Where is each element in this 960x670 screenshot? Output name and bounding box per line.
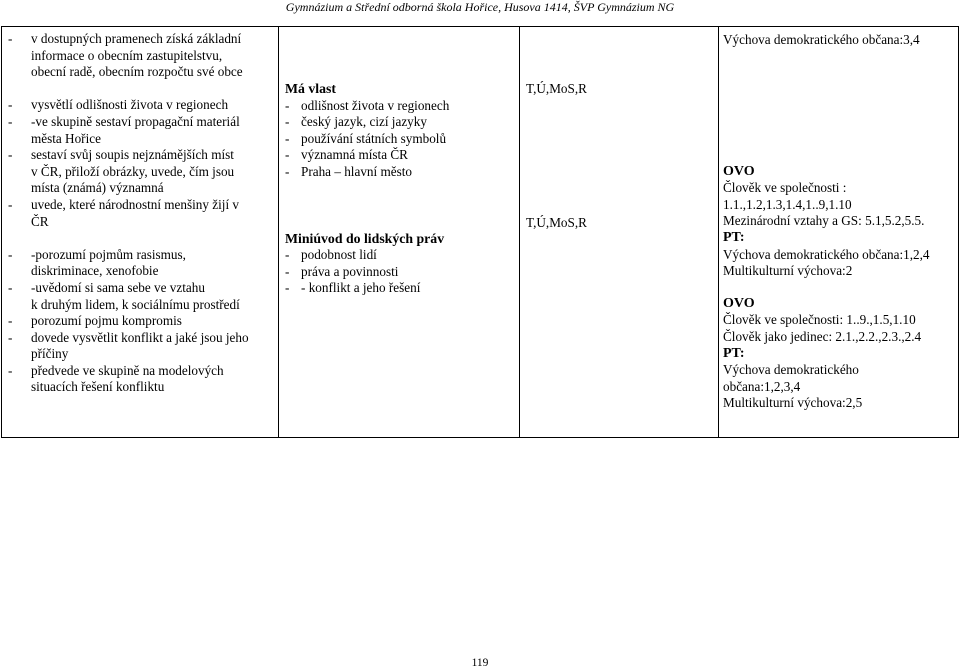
ovo-heading: OVO bbox=[723, 295, 755, 311]
outcome-text: předvede ve skupině na modelových bbox=[31, 362, 224, 378]
bullet-dash: - bbox=[8, 97, 13, 113]
topic-text: podobnost lidí bbox=[301, 247, 377, 263]
themes-cell bbox=[719, 27, 959, 438]
competencies-cell bbox=[520, 27, 719, 438]
page-header: Gymnázium a Střední odborná škola Hořice, Husova 1414, ŠVP Gymnázium NG bbox=[285, 0, 675, 14]
topic-text: český jazyk, cizí jazyky bbox=[301, 114, 427, 130]
outcome-text: -uvědomí si sama sebe ve vztahu bbox=[31, 279, 205, 295]
outcome-item bbox=[2, 147, 278, 164]
bullet-dash: - bbox=[8, 113, 13, 129]
outcome-text: k druhým lidem, k sociálnímu prostředí bbox=[31, 296, 240, 312]
topic-text: Praha – hlavní město bbox=[301, 163, 412, 179]
bullet-dash: - bbox=[8, 329, 13, 345]
topic-title: Miniúvod do lidských práv bbox=[285, 230, 445, 246]
outcome-item bbox=[2, 97, 278, 114]
outcome-item bbox=[2, 330, 278, 347]
topic-item bbox=[279, 114, 519, 131]
outcome-item-continuation bbox=[2, 64, 278, 81]
bullet-dash: - bbox=[285, 147, 290, 163]
outcome-item-continuation bbox=[2, 379, 278, 396]
outcome-item bbox=[2, 313, 278, 330]
bullet-dash: - bbox=[285, 280, 290, 296]
outcome-text: ČR bbox=[31, 213, 49, 229]
topic-item bbox=[279, 98, 519, 115]
outcome-text: vysvětlí odlišnosti života v regionech bbox=[31, 97, 229, 113]
outcome-item-continuation bbox=[2, 164, 278, 181]
topic-text: významná místa ČR bbox=[301, 147, 408, 163]
outcome-item-continuation bbox=[2, 263, 278, 280]
competency-label: T,Ú,MoS,R bbox=[526, 81, 587, 96]
bullet-dash: - bbox=[8, 246, 13, 262]
theme-line: Člověk ve společnosti : bbox=[723, 180, 847, 196]
outcome-text: uvede, které národnostní menšiny žijí v bbox=[31, 196, 240, 212]
outcome-text: místa (známá) významná bbox=[31, 180, 164, 196]
spacer bbox=[2, 81, 278, 98]
outcome-text: -ve skupině sestaví propagační materiál bbox=[31, 113, 240, 129]
bullet-dash: - bbox=[285, 130, 290, 146]
bullet-dash: - bbox=[8, 31, 13, 46]
pt-heading: PT: bbox=[723, 345, 745, 361]
topic-title: Má vlast bbox=[285, 81, 336, 96]
outcome-text: v ČR, přiloží obrázky, uvede, čím jsou bbox=[31, 163, 235, 179]
theme-line: občana:1,2,3,4 bbox=[723, 378, 801, 394]
bullet-dash: - bbox=[285, 263, 290, 279]
outcome-item bbox=[2, 197, 278, 214]
outcome-item-continuation bbox=[2, 297, 278, 314]
bullet-dash: - bbox=[285, 163, 290, 179]
pt-heading: PT: bbox=[723, 229, 745, 245]
outcome-item bbox=[2, 114, 278, 131]
topic-list bbox=[279, 98, 519, 181]
spacer bbox=[2, 230, 278, 247]
page-number: 119 bbox=[471, 657, 489, 669]
theme-line: 1.1.,1.2,1.3,1.4,1..9,1.10 bbox=[723, 196, 852, 212]
outcome-item-continuation bbox=[2, 214, 278, 231]
topic-item bbox=[279, 147, 519, 164]
outcome-item-continuation bbox=[2, 346, 278, 363]
outcome-item bbox=[2, 31, 278, 48]
outcome-text: -porozumí pojmům rasismus, bbox=[31, 246, 186, 262]
outcome-text: dovede vysvětlit konflikt a jaké jsou jeho bbox=[31, 329, 249, 345]
bullet-dash: - bbox=[285, 114, 290, 130]
outcome-item-continuation bbox=[2, 48, 278, 65]
outcome-item-continuation bbox=[2, 131, 278, 148]
topic-item bbox=[279, 247, 519, 264]
theme-line: Výchova demokratického bbox=[723, 362, 859, 378]
topic-item bbox=[279, 264, 519, 281]
topic-item bbox=[279, 280, 519, 297]
outcome-item bbox=[2, 247, 278, 264]
topic-item bbox=[279, 131, 519, 148]
outcome-text: situacích řešení konfliktu bbox=[31, 379, 165, 395]
topic-text: odlišnost života v regionech bbox=[301, 97, 450, 113]
outcome-text: sestaví svůj soupis nejznámějších míst bbox=[31, 147, 234, 163]
topic-text: - konflikt a jeho řešení bbox=[301, 280, 421, 296]
outcome-item bbox=[2, 363, 278, 380]
theme-line: Člověk jako jedinec: 2.1.,2.2.,2.3.,2.4 bbox=[723, 328, 922, 344]
topics-cell bbox=[279, 27, 520, 438]
theme-line: Výchova demokratického občana:1,2,4 bbox=[723, 246, 930, 262]
outcome-text: příčiny bbox=[31, 346, 69, 362]
topic-text: práva a povinnosti bbox=[301, 263, 399, 279]
outcome-text: porozumí pojmu kompromis bbox=[31, 313, 182, 329]
bullet-dash: - bbox=[8, 279, 13, 295]
curriculum-table bbox=[1, 26, 959, 438]
outcome-text: v dostupných pramenech získá základní bbox=[31, 31, 242, 46]
topic-item bbox=[279, 164, 519, 181]
outcome-text: obecní radě, obecním rozpočtu své obce bbox=[31, 64, 243, 80]
table-row bbox=[2, 27, 959, 438]
competency-label: T,Ú,MoS,R bbox=[526, 214, 587, 230]
outcomes-cell bbox=[2, 27, 279, 438]
outcome-text: diskriminace, xenofobie bbox=[31, 263, 159, 279]
theme-line: Výchova demokratického občana:3,4 bbox=[723, 32, 920, 47]
theme-line: Mezinárodní vztahy a GS: 5.1,5.2,5.5. bbox=[723, 213, 925, 229]
theme-line: Multikulturní výchova:2 bbox=[723, 263, 853, 279]
bullet-dash: - bbox=[285, 97, 290, 113]
topic-list bbox=[279, 247, 519, 297]
bullet-dash: - bbox=[8, 313, 13, 329]
bullet-dash: - bbox=[8, 196, 13, 212]
outcome-item bbox=[2, 280, 278, 297]
bullet-dash: - bbox=[8, 147, 13, 163]
bullet-dash: - bbox=[8, 362, 13, 378]
outcomes-list bbox=[2, 31, 278, 396]
ovo-heading: OVO bbox=[723, 163, 755, 179]
bullet-dash: - bbox=[285, 247, 290, 263]
outcome-text: informace o obecním zastupitelstvu, bbox=[31, 47, 223, 63]
theme-line: Člověk ve společnosti: 1..9.,1.5,1.10 bbox=[723, 312, 916, 328]
topic-text: používání státních symbolů bbox=[301, 130, 447, 146]
theme-line: Multikulturní výchova:2,5 bbox=[723, 395, 863, 411]
outcome-item-continuation bbox=[2, 180, 278, 197]
outcome-text: města Hořice bbox=[31, 130, 101, 146]
